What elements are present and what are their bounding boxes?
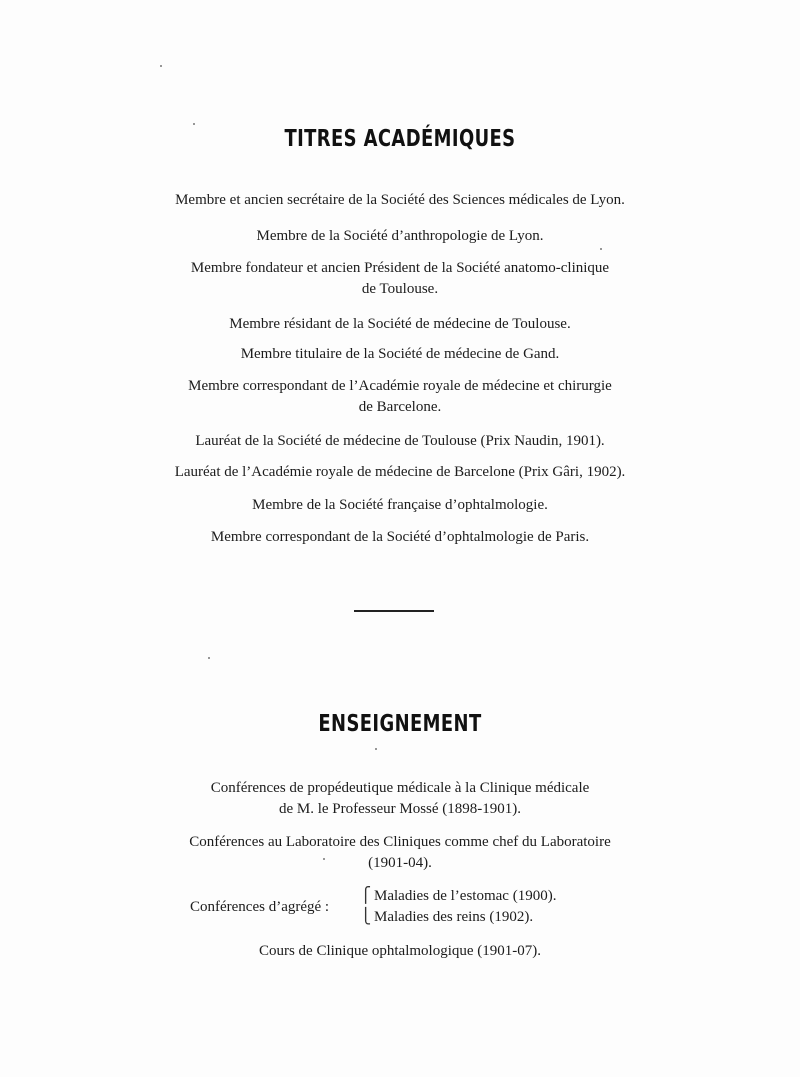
titre-entry [60,495,740,516]
titre-entry [60,344,740,365]
paper-speck [600,248,602,250]
titre-entry [60,258,740,300]
titre-entry [60,190,740,211]
agrege-item: Maladies de l’estomac (1900). [374,888,557,904]
entry-line: de M. le Professeur Mossé (1898-1901). [278,801,522,817]
section-heading-titres: TITRES ACADÉMIQUES [284,126,516,152]
paper-speck [193,123,195,125]
enseignement-entry [60,832,740,874]
titre-entry [60,431,740,452]
entry-line: (1901-04). [368,855,432,871]
entry-line: Conférences de propédeutique médicale à la Clinique médicale [210,780,590,796]
paper-speck [208,657,210,659]
entry-line: Cours de Clinique ophtalmologique (1901-07). [258,943,542,959]
entry-line: Membre de la Société d’anthropologie de Lyon. [256,228,544,244]
entry-line: de Toulouse. [361,281,439,297]
paper-speck [160,65,162,67]
titre-entry [60,527,740,548]
titre-entry [60,314,740,335]
entry-line: Membre de la Société française d’ophtalmologie. [252,497,548,513]
paper-speck [375,748,377,750]
enseignement-entry [60,778,740,820]
entry-line: Membre résidant de la Société de médecine de Toulouse. [229,316,571,332]
agrege-label: Conférences d’agrégé : [190,899,330,915]
entry-line: Membre titulaire de la Société de médecine de Gand. [240,346,560,362]
entry-line: Conférences au Laboratoire des Cliniques comme chef du Laboratoire [189,834,611,850]
agrege-item: Maladies des reins (1902). [374,909,534,925]
section-divider [354,610,434,612]
agrege-items [374,886,556,928]
entry-line: Membre et ancien secrétaire de la Société des Sciences médicales de Lyon. [175,192,625,208]
agrege-block [0,886,800,932]
entry-line: Membre correspondant de l’Académie royale de médecine et chirurgie [188,378,612,394]
titre-entry [60,462,740,483]
paper-speck [323,858,325,860]
enseignement-entry [60,941,740,962]
brace-glyph: ⎧ ⎩ [360,888,372,925]
titre-entry [60,376,740,418]
section-heading-enseignement: ENSEIGNEMENT [318,711,482,737]
entry-line: de Barcelone. [358,399,442,415]
entry-line: Membre fondateur et ancien Président de la Société anatomo-clinique [190,260,610,276]
entry-line: Membre correspondant de la Société d’ophtalmologie de Paris. [210,529,590,545]
entry-line: Lauréat de la Société de médecine de Toulouse (Prix Naudin, 1901). [195,433,605,449]
entry-line: Lauréat de l’Académie royale de médecine de Barcelone (Prix Gâri, 1902). [174,464,626,480]
titre-entry [60,226,740,247]
